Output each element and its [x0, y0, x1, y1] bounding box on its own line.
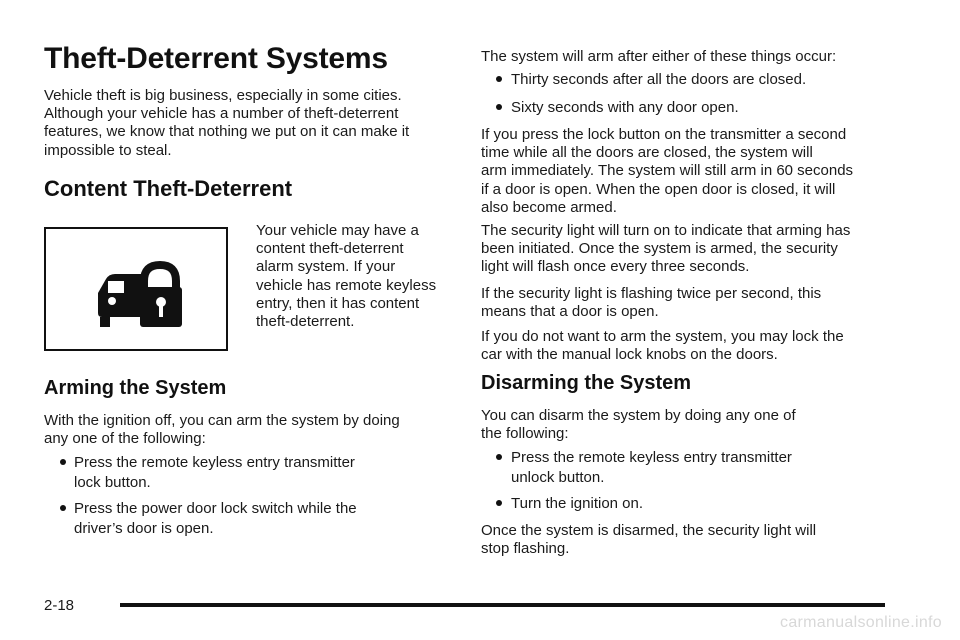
- disarming-bullet-1: Press the remote keyless entry transmitter unlock button.: [511, 449, 792, 486]
- bullet-dot-icon: [496, 104, 502, 110]
- content-theft-paragraph: Your vehicle may have a content theft-deterrent alarm system. If your vehicle has remote keyless entry, then it has content theft-deterrent.: [256, 222, 437, 331]
- disarming-heading: Disarming the System: [481, 372, 692, 394]
- disarming-closing: Once the system is disarmed, the security light will stop flashing.: [481, 522, 817, 558]
- arming-paragraph-3: If the security light is flashing twice per second, this means that a door is open.: [481, 285, 822, 321]
- intro-paragraph: Vehicle theft is big business, especially in some cities. Although your vehicle has a number of theft-deterrent features, we know that nothing we put on it can make it impossible to steal.: [44, 87, 410, 159]
- arming-bullet-4: Sixty seconds with any door open.: [511, 99, 739, 116]
- arming-intro: With the ignition off, you can arm the system by doing any one of the following:: [44, 412, 400, 448]
- bullet-dot-icon: [60, 459, 66, 465]
- arming-paragraph-2: The security light will turn on to indicate that arming has been initiated. Once the system is armed, the security light will flash once every three seconds.: [481, 222, 851, 276]
- bullet-dot-icon: [60, 505, 66, 511]
- arming-paragraph-1: If you press the lock button on the transmitter a second time while all the doors are closed, the system will arm immediately. The system will still arm in 60 seconds if a door is open. When the open door is closed, it will also become armed.: [481, 126, 854, 216]
- security-icon-box: [44, 227, 228, 351]
- bullet-dot-icon: [496, 76, 502, 82]
- arming-heading: Arming the System: [44, 377, 227, 399]
- arming-bullet-2: Press the power door lock switch while the driver’s door is open.: [74, 500, 357, 537]
- arming-bullet-1: Press the remote keyless entry transmitter lock button.: [74, 454, 355, 491]
- disarming-intro: You can disarm the system by doing any one of the following:: [481, 407, 796, 443]
- arming-paragraph-4: If you do not want to arm the system, you may lock the car with the manual lock knobs on the doors.: [481, 328, 844, 364]
- page-title: Theft-Deterrent Systems: [44, 42, 388, 75]
- disarming-bullet-2: Turn the ignition on.: [511, 495, 644, 512]
- bullet-dot-icon: [496, 500, 502, 506]
- content-theft-heading: Content Theft-Deterrent: [44, 176, 293, 201]
- bullet-dot-icon: [496, 454, 502, 460]
- watermark: carmanualsonline.info: [780, 614, 942, 631]
- page-number: 2-18: [44, 597, 75, 614]
- security-lock-car-icon: [92, 255, 192, 335]
- arming-continued-text: The system will arm after either of these things occur:: [481, 48, 837, 65]
- footer-rule: [120, 603, 885, 607]
- arming-bullet-3: Thirty seconds after all the doors are closed.: [511, 71, 807, 88]
